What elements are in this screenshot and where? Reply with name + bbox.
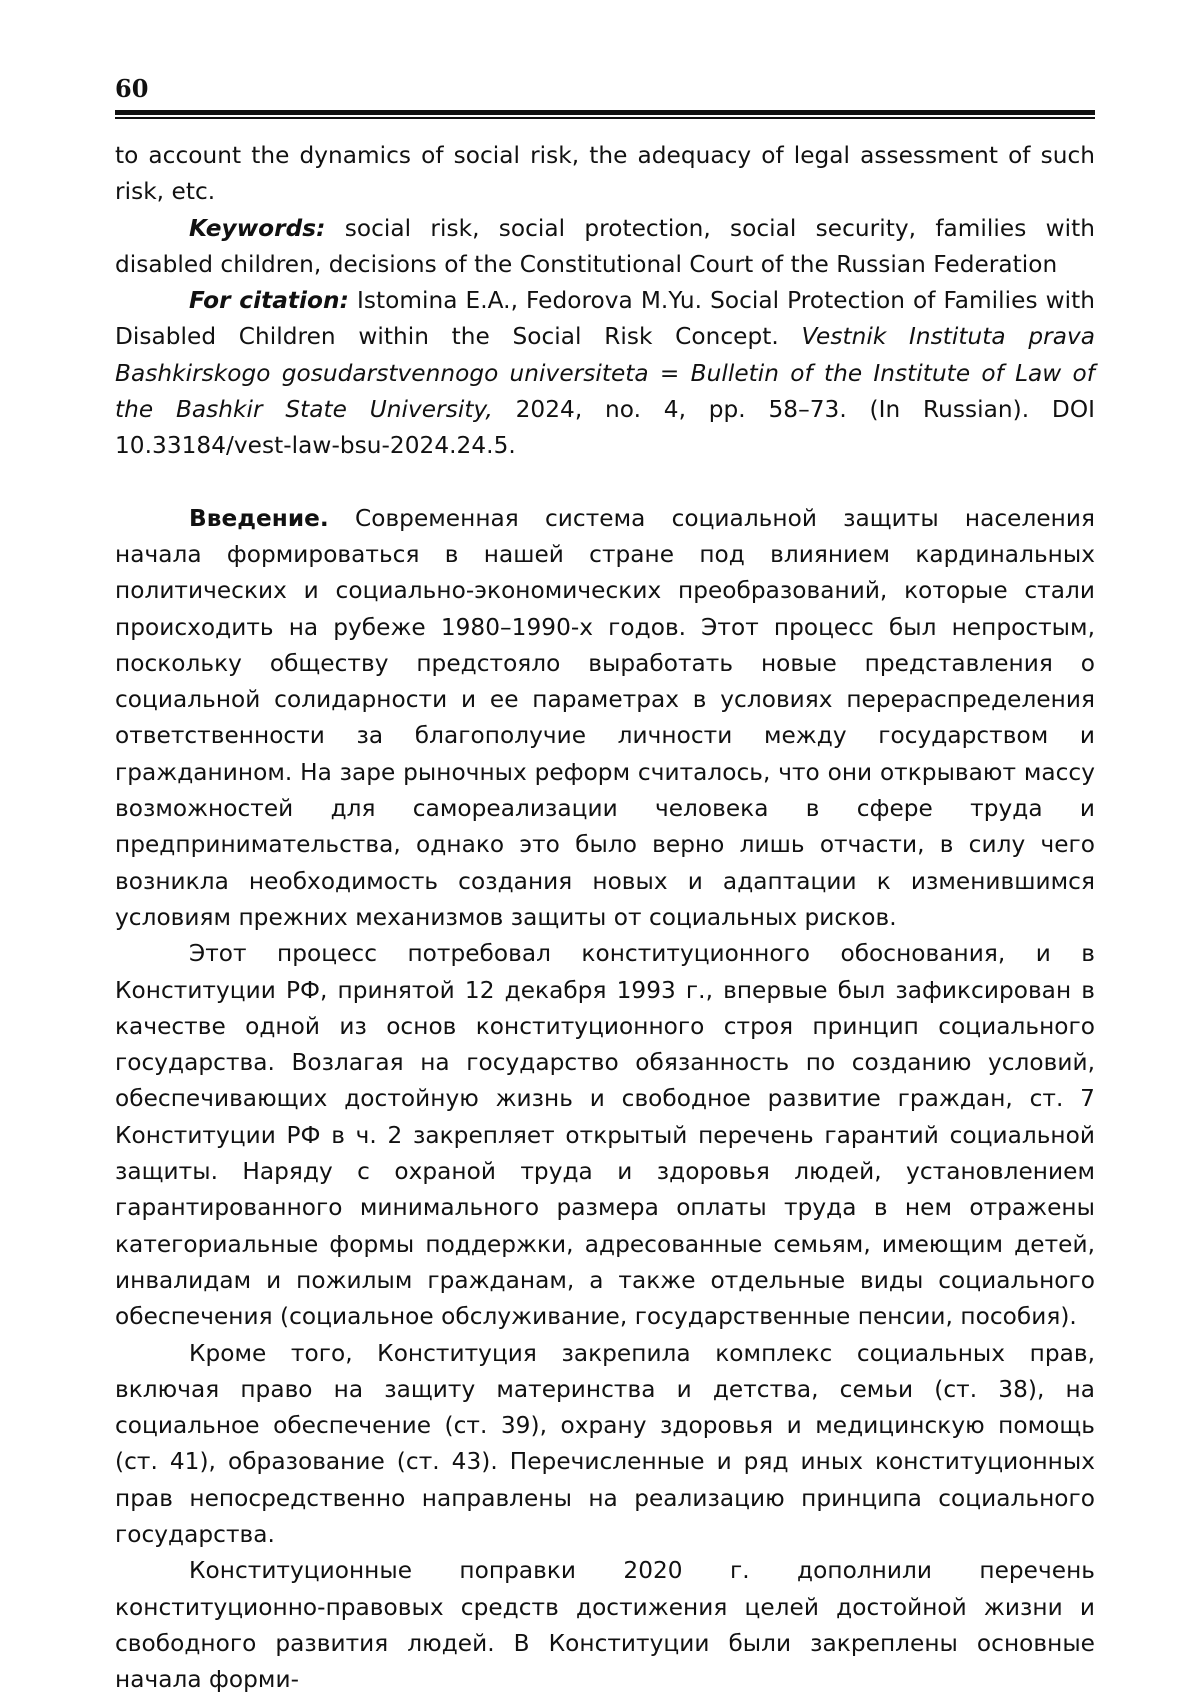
section-spacer bbox=[115, 465, 1095, 501]
keywords-label: Keywords: bbox=[189, 214, 326, 242]
journal-page bbox=[115, 72, 1095, 1698]
citation-paragraph bbox=[115, 283, 1095, 464]
citation-journal: Vestnik Instituta prava Bashkirskogo gosudarstvennogo universiteta = Bulletin of the Institute of Law of the Bashkir State University, bbox=[115, 323, 1096, 424]
citation-label: For citation: bbox=[189, 287, 349, 315]
citation-details: 2024, no. 4, pp. 58–73. (In Russian). DOI 10.33184/vest-law-bsu-2024.24.5. bbox=[115, 396, 1096, 460]
citation-authors-title: Istomina E.A., Fedorova M.Yu. Social Protection of Families with Disabled Children within the Social Risk Concept. bbox=[115, 287, 1096, 351]
page-text bbox=[115, 138, 1095, 1698]
keywords-paragraph bbox=[115, 211, 1095, 284]
body-paragraph bbox=[115, 501, 1095, 937]
body-paragraph: Этот процесс потребовал конституционного обоснования, и в Конституции РФ, принятой 12 декабря 1993 г., впервые был зафиксирован в качестве одной из основ конституционного строя принцип социального государства. Возлагая на государство обязанность по созданию условий, обеспечивающих достойную жизнь и свободное развитие граждан, ст. 7 Конституции РФ в ч. 2 закрепляет открытый перечень гарантий социальной защиты. Наряду с охраной труда и здоровья людей, установлением гарантированного минимального размера оплаты труда в нем отражены категориальные формы поддержки, адресованные семьям, имеющим детей, инвалидам и пожилым гражданам, а также отдельные виды социального обеспечения (социальное обслуживание, государственные пенсии, пособия). bbox=[115, 940, 1095, 1331]
body-paragraph-text: Современная система социальной защиты населения начала формироваться в нашей стране под влиянием кардинальных политических и социально-экономических преобразований, которые стали происходить на рубеже 1980–1990-х годов. Этот процесс был непростым, поскольку обществу предстояло выработать новые представления о социальной солидарности и ее параметрах в условиях перераспределения ответственности за благополучие личности между государством и гражданином. На заре рыночных реформ считалось, что они открывают массу возможностей для самореализации человека в сфере труда и предпринимательства, однако это было верно лишь отчасти, в силу чего возникла необходимость создания новых и адаптации к изменившимся условиям прежних механизмов защиты от социальных рисков. bbox=[115, 504, 1096, 931]
page-number: 60 bbox=[115, 74, 149, 103]
body-paragraph: Кроме того, Конституция закрепила комплекс социальных прав, включая право на защиту материнства и детства, семьи (ст. 38), на социальное обеспечение (ст. 39), охрану здоровья и медицинскую помощь (ст. 41), образование (ст. 43). Перечисленные и ряд иных конституционных прав непосредственно направлены на реализацию принципа социального государства. bbox=[115, 1339, 1095, 1548]
header-rule-thin bbox=[115, 117, 1095, 119]
abstract-tail: to account the dynamics of social risk, the adequacy of legal assessment of such risk, etc. bbox=[115, 142, 1095, 206]
header-rule-thick bbox=[115, 110, 1095, 115]
body-paragraph: Конституционные поправки 2020 г. дополнили перечень конституционно-правовых средств достижения целей достойной жизни и свободного развития людей. В Конституции были закреплены основные начала форми- bbox=[115, 1557, 1095, 1694]
page-header bbox=[115, 72, 1095, 118]
keywords-text: social risk, social protection, social security, families with disabled children, decisions of the Constitutional Court of the Russian Federation bbox=[115, 214, 1096, 278]
intro-heading: Введение. bbox=[189, 504, 329, 532]
